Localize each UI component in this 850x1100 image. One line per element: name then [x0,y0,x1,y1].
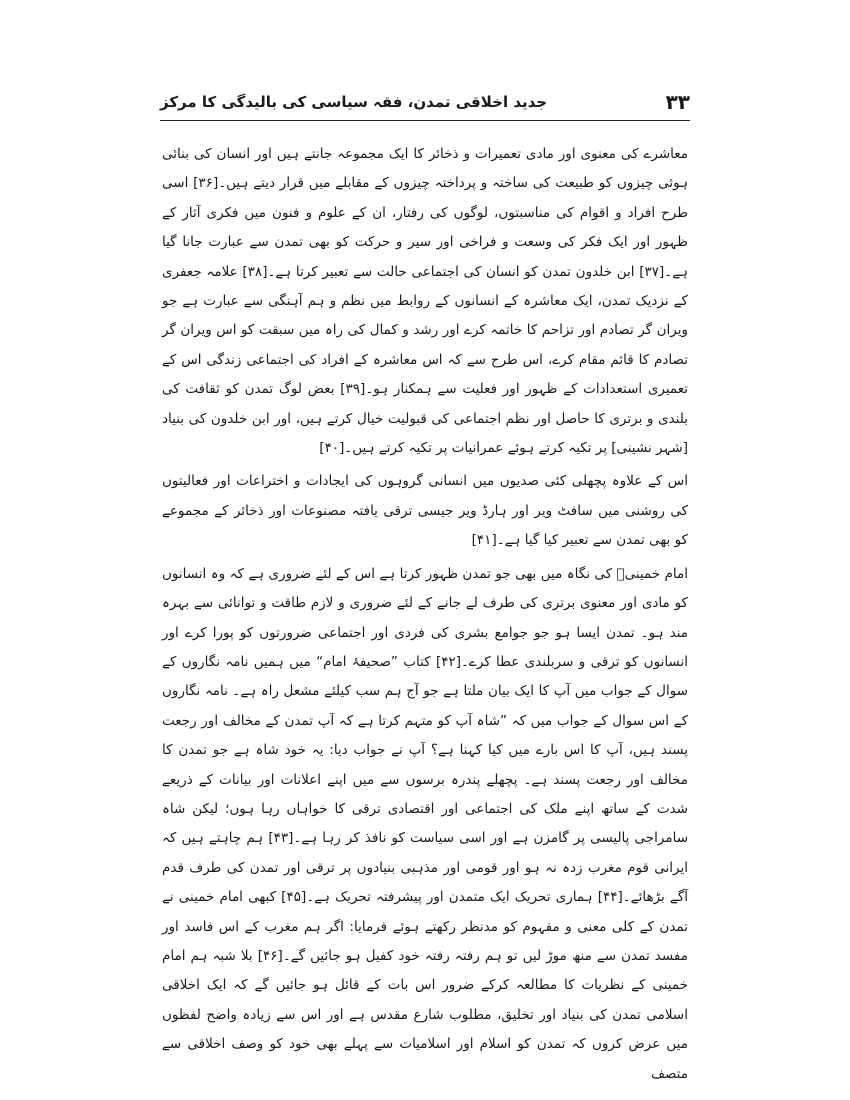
paragraph: اس کے علاوہ پچھلی کئی صدیوں میں انسانی گروہوں کی ایجادات و اختراعات اور فعالیتوں کی روشنی میں سافٹ ویر اور ہارڈ ویر جیسی ترقی یافتہ مصنوعات اور ذخائر کے مجموعے کو بھی تمدن سے تعبیر کیا گیا ہے۔[۴۱] [162,473,688,549]
page-header [160,88,690,122]
running-title: جدید اخلاقی تمدن، فقہ سیاسی کی بالیدگی کا مرکز [160,93,548,111]
page-number: ۳۳ [665,90,690,114]
paragraph: معاشرے کی معنوی اور مادی تعمیرات و ذخائر کا ایک مجموعہ جانتے ہیں اور انسان کی بنائی ہوئی چیزوں کو طبیعت کی ساختہ و پرداختہ چیزوں کے مقابلے میں قرار دیتے ہیں۔[۳۶] اسی طرح افراد و اقوام کی مناسبتوں، لوگوں کی رفتار، ان کے علوم و فنون میں فکری آثار کے ظہور اور ایک فکر کی وسعت و فراخی اور سیر و حرکت کو بھی تمدن سے عبارت جانا گیا ہے۔[۳۷] ابن خلدون تمدن کو انسان کی اجتماعی حالت سے تعبیر کرتا ہے۔[۳۸] علامہ جعفری کے نزدیک تمدن، ایک معاشرہ کے انسانوں کے روابط میں نظم و ہم آہنگی سے عبارت ہے جو ویران گر تصادم اور تزاحم کا خاتمہ کرے اور رشد و کمال کی راہ میں سبقت کو اس ویران گر تصادم کا قائم مقام کرے، اس طرح سے کہ اس معاشرہ کے افراد کی اجتماعی زندگی اس کے تعمیری استعدادات کے ظہور اور فعلیت سے ہمکنار ہو۔[۳۹] بعض لوگ تمدن کو ثقافت کی بلندی و برتری کا حاصل اور نظم اجتماعی کی قبولیت خیال کرتے ہیں، اور ابن خلدون کی بنیاد [شہر نشینی] پر تکیہ کرتے ہوئے عمرانیات پر تکیہ کرتے ہیں۔[۴۰] [162,146,689,457]
header-divider [160,120,690,121]
paragraph: امام خمینیؒ کی نگاہ میں بھی جو تمدن ظہور کرتا ہے اس کے لئے ضروری ہے کہ وہ انسانوں کو مادی اور معنوی برتری کی طرف لے جانے کے لئے ضروری و لازم طاقت و توانائی سے بہرہ مند ہو۔ تمدن ایسا ہو جو جوامع بشری کی فردی اور اجتماعی ضرورتوں کو پورا کرے اور انسانوں کو ترقی و سربلندی عطا کرے۔[۴۲] کتاب ”صحیفۂ امام“ میں ہمیں نامہ نگاروں کے سوال کے جواب میں آپ کا ایک بیان ملتا ہے جو آج ہم سب کیلئے مشعل راہ ہے۔ نامہ نگاروں کے اس سوال کے جواب میں کہ ”شاہ آپ کو متہم کرتا ہے کہ آپ تمدن کے مخالف اور رجعت پسند ہیں، آپ کا اس بارے میں کیا کہنا ہے؟ آپ نے جواب دیا: یہ خود شاہ ہے جو تمدن کا مخالف اور رجعت پسند ہے۔ پچھلے پندرہ برسوں سے میں اپنے اعلانات اور بیانات کے ذریعے شدت کے ساتھ اپنے ملک کی اجتماعی اور اقتصادی ترقی کا خواہاں رہا ہوں؛ لیکن شاہ سامراجی پالیسی پر گامزن ہے اور اسی سیاست کو نافذ کر رہا ہے۔[۴۳] ہم چاہتے ہیں کہ ایرانی قوم مغرب زدہ نہ ہو اور قومی اور مذہبی بنیادوں پر ترقی اور تمدن کی طرف قدم آگے بڑھائے۔[۴۴] ہماری تحریک ایک متمدن اور پیشرفتہ تحریک ہے۔[۴۵] کبھی امام خمینی نے تمدن کے کلی معنی و مفہوم کو مدنظر رکھتے ہوئے فرمایا: اگر ہم مغرب کے اس فاسد اور مفسد تمدن سے منھ موڑ لیں تو ہم رفتہ رفتہ خود کفیل ہو جائیں گے۔[۴۶] بلا شبہ ہم امام خمینی کے نظریات کا مطالعہ کرکے ضرور اس بات کے قائل ہو جائیں گے کہ ایک اخلاقی اسلامی تمدن کی بنیاد اور تخلیق، مطلوب شارع مقدس ہے اور اس سے زیادہ واضح لفظوں میں عرض کروں کہ تمدن کو اسلام اور اسلامیات سے پہلے بھی خود کو وصف اخلاقی سے متصف [162,565,689,1082]
body-text [162,140,688,1089]
